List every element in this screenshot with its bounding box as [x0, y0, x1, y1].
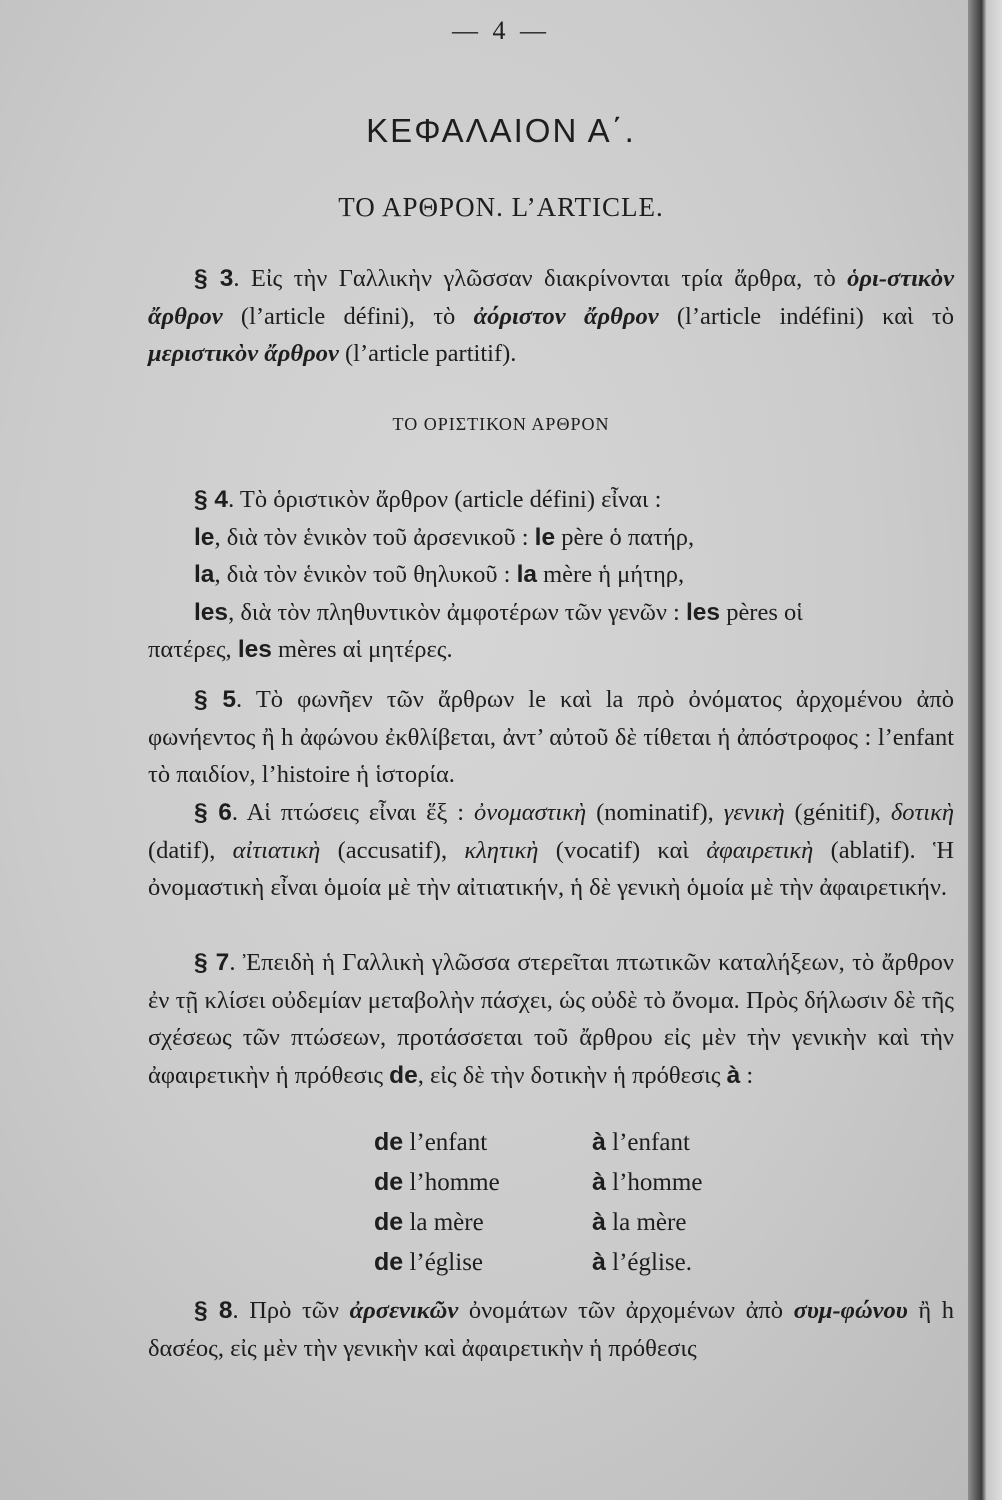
text: , διὰ τὸν ἑνικὸν τοῦ ἀρσενικοῦ :	[214, 523, 535, 551]
case-name: ὀνομαστικὴ	[474, 799, 587, 826]
section-number: § 8	[194, 1297, 233, 1324]
text: (l’article indéfini) καὶ τὸ	[658, 302, 954, 330]
paragraph-8	[148, 1292, 954, 1367]
text: . Πρὸ τῶν	[232, 1297, 350, 1324]
text: (datif),	[148, 836, 233, 864]
text: (ablatif). Ἡ ὀνομαστικὴ εἶναι ὁμοία μὲ τὴν αἰτιατικήν, ἡ δὲ γενικὴ ὁμοία μὲ τὴν ἀφαιρετικήν.	[148, 836, 955, 901]
text: mère ἡ μήτηρ,	[537, 561, 685, 588]
text: , εἰς δὲ τὴν δοτικὴν ἡ πρόθεσις	[417, 1061, 727, 1089]
genitive-example	[374, 1242, 592, 1282]
dative-example	[592, 1122, 772, 1162]
example-row	[374, 1162, 774, 1202]
section-heading: ΤΟ ΟΡΙΣΤΙΚΟΝ ΑΡΘΡΟΝ	[392, 414, 610, 434]
text: mères αἱ μητέρες.	[271, 636, 453, 663]
text: (vocatif) καὶ	[538, 836, 707, 864]
case-name: κλητικὴ	[464, 836, 539, 864]
text: ἢ h δασέος, εἰς μὲν τὴν γενικὴν καὶ ἀφαιρετικὴν ἡ πρόθεσις	[148, 1297, 955, 1362]
term: ἀρσενικῶν	[349, 1297, 459, 1324]
word: la mère	[605, 1209, 687, 1236]
case-name: δοτικὴ	[890, 799, 955, 826]
chapter-subtitle: ΤΟ ΑΡΘΡΟΝ. L’ARTICLE.	[338, 192, 664, 222]
preposition: à	[592, 1168, 606, 1196]
word: l’église	[403, 1249, 484, 1276]
section-number: § 3	[194, 265, 234, 292]
preposition: à	[592, 1128, 606, 1156]
word: l’enfant	[403, 1129, 488, 1156]
genitive-example	[374, 1202, 592, 1242]
paragraph-4	[148, 481, 954, 669]
text: (l’article partitif).	[338, 340, 517, 367]
article-form: le	[194, 523, 215, 551]
section-number: § 7	[194, 949, 230, 976]
genitive-example	[374, 1122, 592, 1162]
page-number: — 4 —	[452, 16, 550, 45]
preposition: de	[374, 1208, 404, 1236]
text: . Ἐπειδὴ ἡ Γαλλικὴ γλῶσσα στερεῖται πτωτικῶν καταλήξεων, τὸ ἄρθρον ἐν τῇ κλίσει οὐδεμίαν μεταβολὴν πάσχει, ὡς οὐδὲ τὸ ὄνομα. Πρὸς δήλωσιν δὲ τῆς σχέσεως τῶν πτώσεων, προτάσσεται τοῦ ἄρθρου εἰς μὲν τὴν γενικὴν καὶ τὴν ἀφαιρετικὴν ἡ πρόθεσις	[148, 949, 954, 1089]
paragraph-3	[148, 260, 954, 373]
text: pères οἱ	[720, 598, 803, 626]
example-row	[374, 1202, 774, 1242]
dative-example	[592, 1162, 772, 1202]
genitive-example	[374, 1162, 592, 1202]
word: la mère	[403, 1209, 484, 1236]
example-row	[374, 1242, 774, 1282]
text: père ὁ πατήρ,	[555, 523, 695, 551]
text: πατέρες,	[148, 636, 238, 663]
paragraph-7	[148, 944, 954, 1094]
article-form: les	[237, 636, 272, 663]
preposition: à	[592, 1248, 606, 1276]
word: l’homme	[605, 1169, 703, 1196]
case-name: γενικὴ	[723, 799, 785, 826]
text: . Τὸ ὁριστικὸν ἄρθρον (article défini) εἶναι :	[228, 486, 662, 513]
article-form: la	[516, 561, 537, 588]
page-edge	[968, 0, 1002, 1500]
section-number: § 4	[194, 486, 229, 513]
preposition: de	[374, 1128, 404, 1156]
text: :	[740, 1061, 754, 1089]
preposition: à	[592, 1208, 606, 1236]
article-form: les	[686, 598, 721, 626]
text: . Τὸ φωνῆεν τῶν ἄρθρων le καὶ la πρὸ ὀνόματος ἀρχομένου ἀπὸ φωνήεντος ἢ h ἀφώνου ἐκθλίβεται, ἀντ’ αὐτοῦ δὲ τίθεται ἡ ἀπόστροφος : l’enfant τὸ παιδίον, l’histoire ἡ ἱστορία.	[148, 686, 955, 788]
text: (nominatif),	[586, 799, 724, 826]
chapter-title: ΚΕΦΑΛΑΙΟΝ Α΄.	[366, 112, 636, 149]
word: l’enfant	[605, 1129, 690, 1156]
paragraph-5	[148, 681, 954, 794]
text: . Αἱ πτώσεις εἶναι ἕξ :	[231, 799, 475, 826]
article-form: la	[194, 561, 215, 588]
section-number: § 6	[194, 799, 232, 826]
preposition: de	[389, 1061, 418, 1089]
dative-example	[592, 1202, 772, 1242]
article-form: les	[194, 598, 229, 626]
example-row	[374, 1122, 774, 1162]
term: συμ-φώνου	[793, 1297, 908, 1324]
text: , διὰ τὸν πληθυντικὸν ἀμφοτέρων τῶν γενῶν :	[228, 598, 686, 626]
case-name: ἀφαιρετικὴ	[706, 836, 814, 864]
term: μεριστικὸν ἄρθρον	[148, 340, 339, 367]
declension-examples	[374, 1122, 774, 1282]
text: . Εἰς τὴν Γαλλικὴν γλῶσσαν διακρίνονται τρία ἄρθρα, τὸ	[233, 265, 848, 292]
preposition: de	[374, 1168, 404, 1196]
text: (accusatif),	[320, 836, 465, 864]
article-form: le	[534, 523, 556, 551]
term: ὁρι-στικὸν ἄρθρον	[148, 265, 954, 330]
case-name: αἰτιατικὴ	[232, 836, 321, 864]
text: (l’article défini), τὸ	[222, 302, 474, 330]
term: ἀόριστον ἄρθρον	[473, 302, 659, 330]
preposition: à	[726, 1061, 741, 1089]
paragraph-6	[148, 794, 954, 907]
text: , διὰ τὸν ἑνικὸν τοῦ θηλυκοῦ :	[214, 561, 517, 588]
word: l’église.	[605, 1249, 692, 1276]
text: (génitif),	[784, 799, 891, 826]
text: ὀνομάτων τῶν ἀρχομένων ἀπὸ	[458, 1297, 794, 1324]
dative-example	[592, 1242, 772, 1282]
section-number: § 5	[194, 686, 237, 713]
word: l’homme	[403, 1169, 500, 1196]
preposition: de	[374, 1248, 404, 1276]
